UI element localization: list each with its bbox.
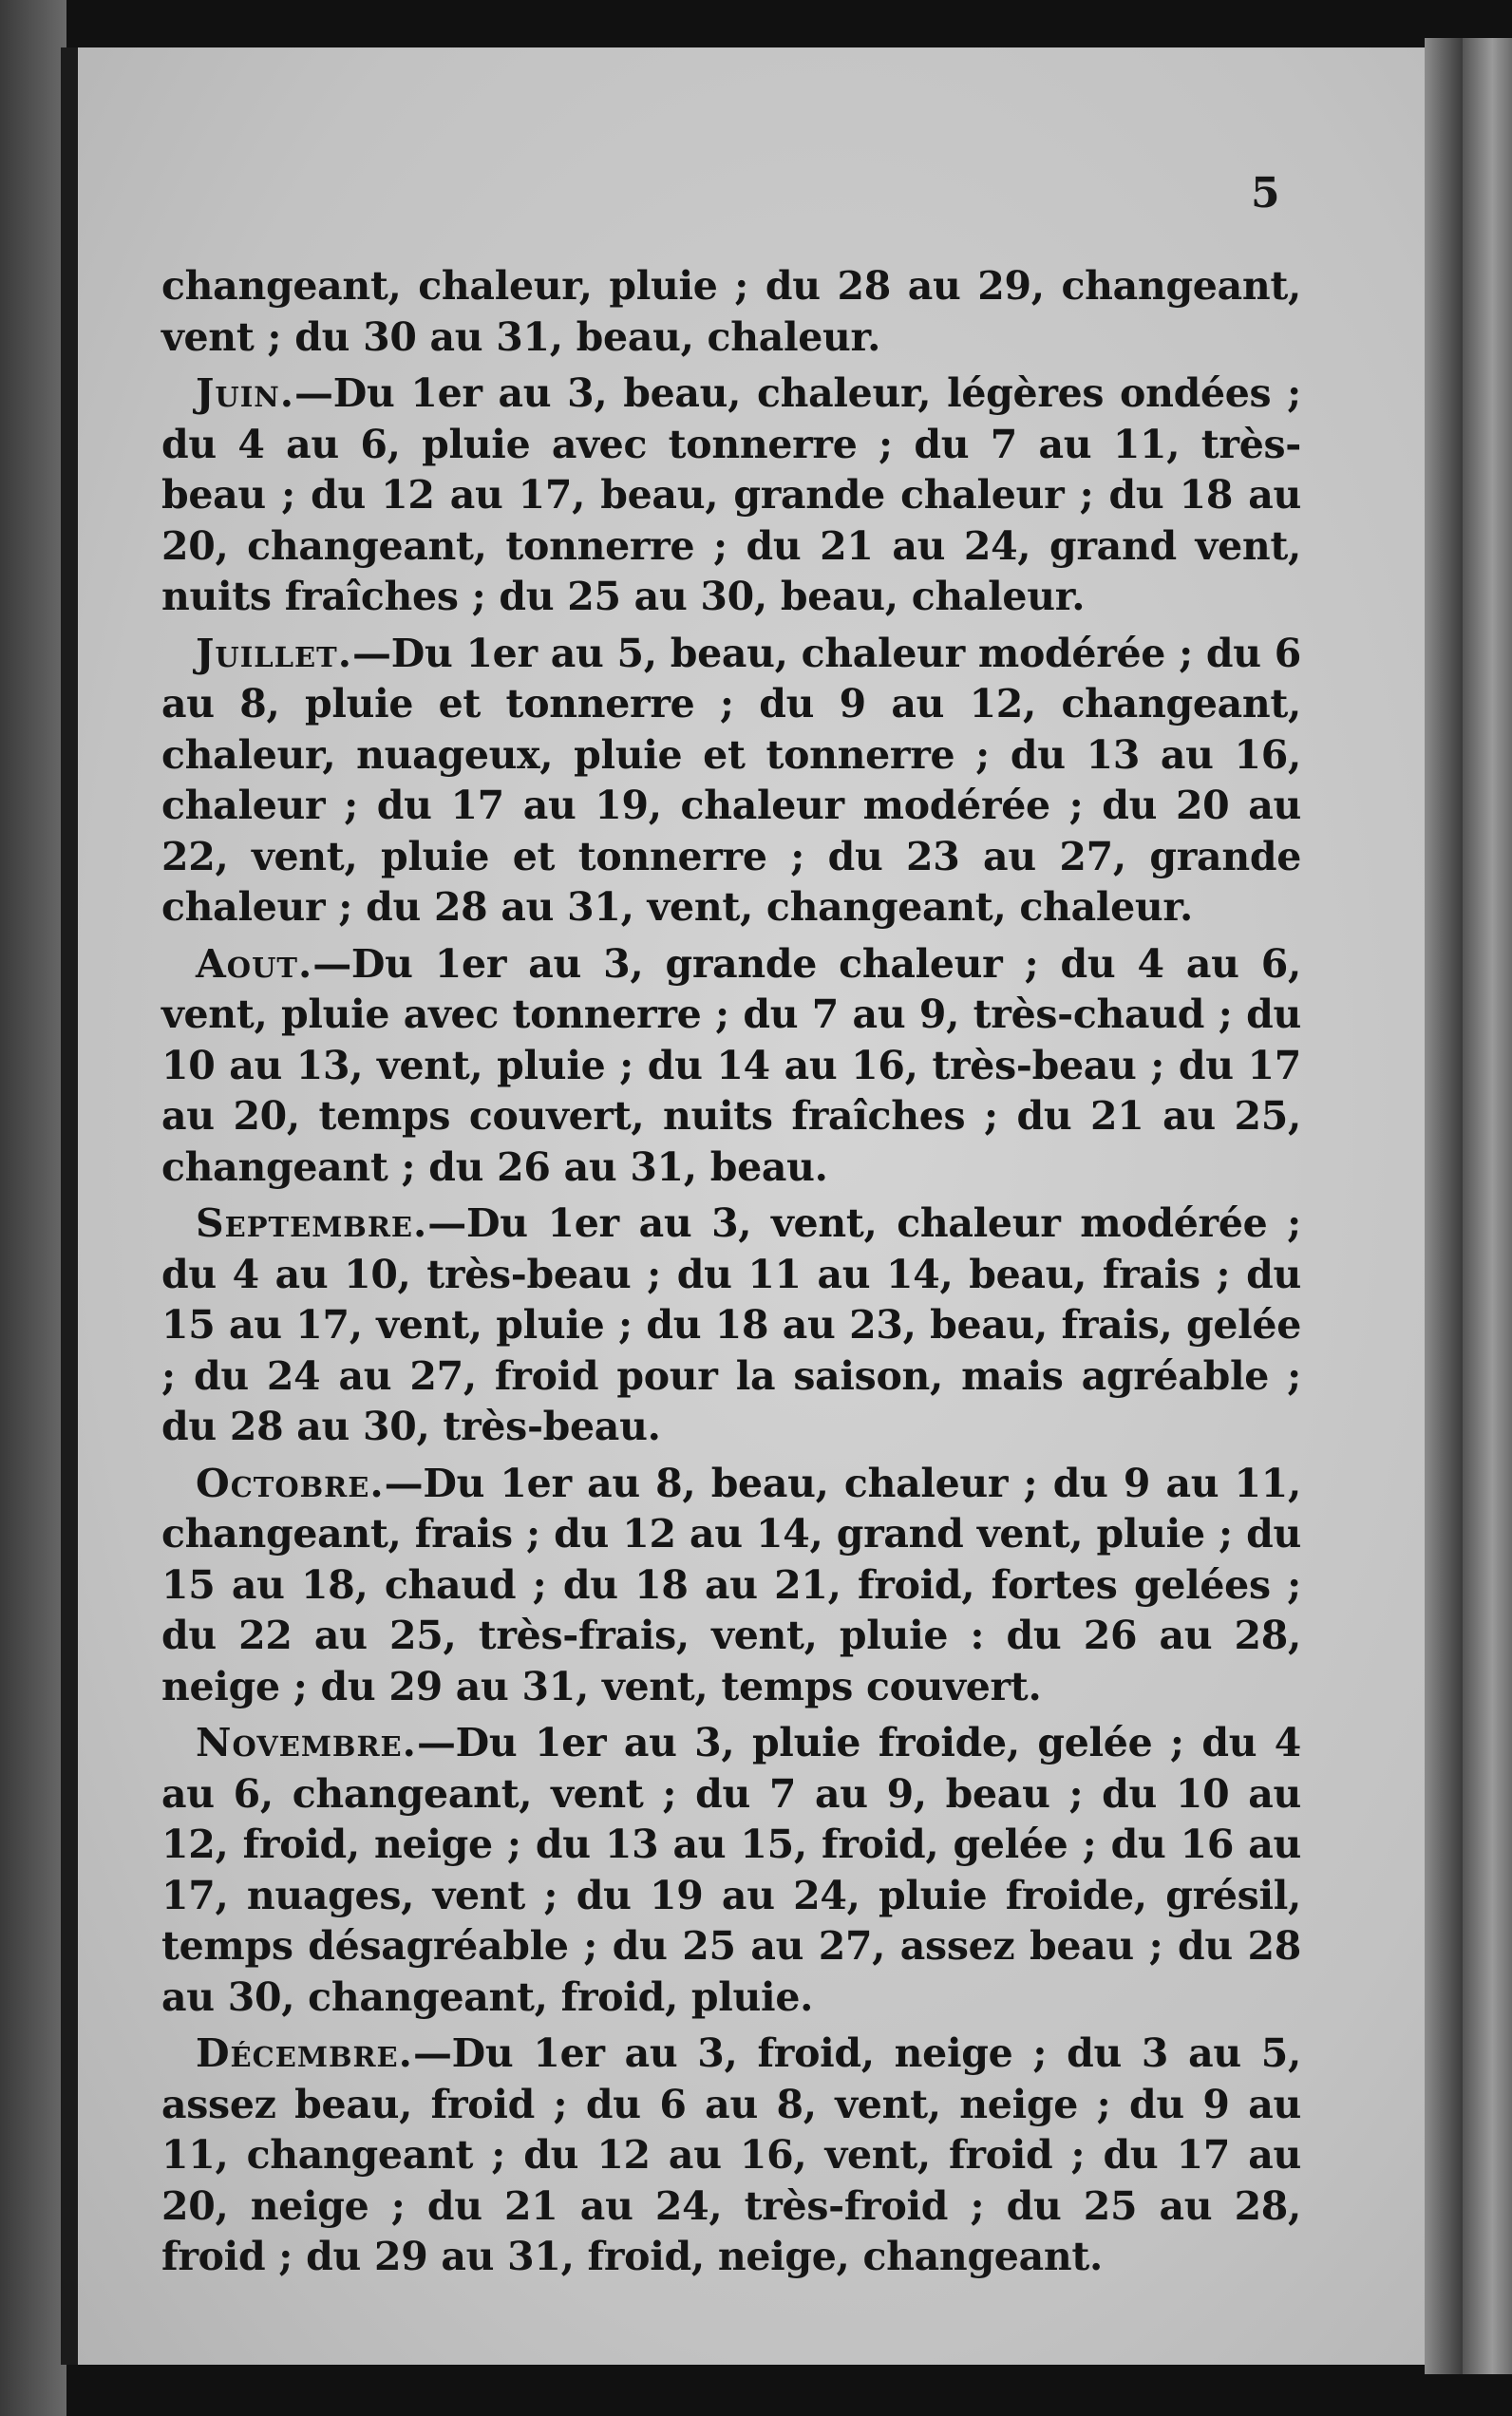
- month-text: —Du 1er au 3, pluie froide, gelée ; du 4 au 6, changeant, vent ; du 7 au 9, beau ; du 10 au 12, froid, neige ; du 13 au 15, froid, gelée ; du 16 au 17, nuages, vent ; du 19 au 24, pluie froide, grésil, temps désagréable ; du 25 au 27, assez beau ; du 28 au 30, changeant, froid, pluie.: [161, 1720, 1301, 2020]
- page-left-edge: [0, 0, 66, 2416]
- month-text: —Du 1er au 5, beau, chaleur modérée ; du 6 au 8, pluie et tonnerre ; du 9 au 12, changeant, chaleur, nuageux, pluie et tonnerre ; du 13 au 16, chaleur ; du 17 au 19, chaleur modérée ; du 20 au 22, vent, pluie et tonnerre ; du 23 au 27, grande chaleur ; du 28 au 31, vent, changeant, chaleur.: [161, 630, 1301, 930]
- month-paragraph-juillet: [161, 629, 1301, 934]
- body-text: [161, 261, 1301, 2289]
- month-name: Aout.: [196, 940, 313, 987]
- page-right-shadow: [1425, 38, 1463, 2374]
- month-name: Juillet.: [196, 630, 352, 676]
- month-text: —Du 1er au 8, beau, chaleur ; du 9 au 11, changeant, frais ; du 12 au 14, grand vent, pluie ; du 15 au 18, chaud ; du 18 au 21, froid, fortes gelées ; du 22 au 25, très-frais, vent, pluie : du 26 au 28, neige ; du 29 au 31, vent, temps couvert.: [161, 1460, 1301, 1709]
- spine-shadow: [61, 47, 78, 2365]
- continuation-paragraph: changeant, chaleur, pluie ; du 28 au 29, changeant, vent ; du 30 au 31, beau, chaleur.: [161, 263, 1301, 360]
- month-name: Juin.: [196, 370, 295, 416]
- month-name: Décembre.: [196, 2030, 413, 2076]
- month-text: —Du 1er au 3, beau, chaleur, légères ondées ; du 4 au 6, pluie avec tonnerre ; du 7 au 11, très-beau ; du 12 au 17, beau, grande chaleur ; du 18 au 20, changeant, tonnerre ; du 21 au 24, grand vent, nuits fraîches ; du 25 au 30, beau, chaleur.: [161, 370, 1301, 619]
- month-name: Septembre.: [196, 1200, 428, 1246]
- page-number: 5: [1251, 169, 1280, 217]
- month-text: —Du 1er au 3, grande chaleur ; du 4 au 6, vent, pluie avec tonnerre ; du 7 au 9, très-chaud ; du 10 au 13, vent, pluie ; du 14 au 16, très-beau ; du 17 au 20, temps couvert, nuits fraîches ; du 21 au 25, changeant ; du 26 au 31, beau.: [161, 940, 1301, 1190]
- month-paragraph-juin: [161, 368, 1301, 623]
- month-paragraph-decembre: [161, 2029, 1301, 2283]
- month-name: Novembre.: [196, 1720, 417, 1765]
- month-paragraph-octobre: [161, 1459, 1301, 1713]
- month-name: Octobre.: [196, 1460, 385, 1506]
- month-text: —Du 1er au 3, froid, neige ; du 3 au 5, assez beau, froid ; du 6 au 8, vent, neige ; du 9 au 11, changeant ; du 12 au 16, vent, froid ; du 17 au 20, neige ; du 21 au 24, très-froid ; du 25 au 28, froid ; du 29 au 31, froid, neige, changeant.: [161, 2030, 1301, 2279]
- month-paragraph-novembre: [161, 1718, 1301, 2023]
- month-paragraph-septembre: [161, 1199, 1301, 1453]
- month-text: —Du 1er au 3, vent, chaleur modérée ; du 4 au 10, très-beau ; du 11 au 14, beau, frais ; du 15 au 17, vent, pluie ; du 18 au 23, beau, frais, gelée ; du 24 au 27, froid pour la saison, mais agréable ; du 28 au 30, très-beau.: [161, 1200, 1301, 1449]
- month-paragraph-aout: [161, 939, 1301, 1194]
- page-right-edge: [1463, 38, 1512, 2374]
